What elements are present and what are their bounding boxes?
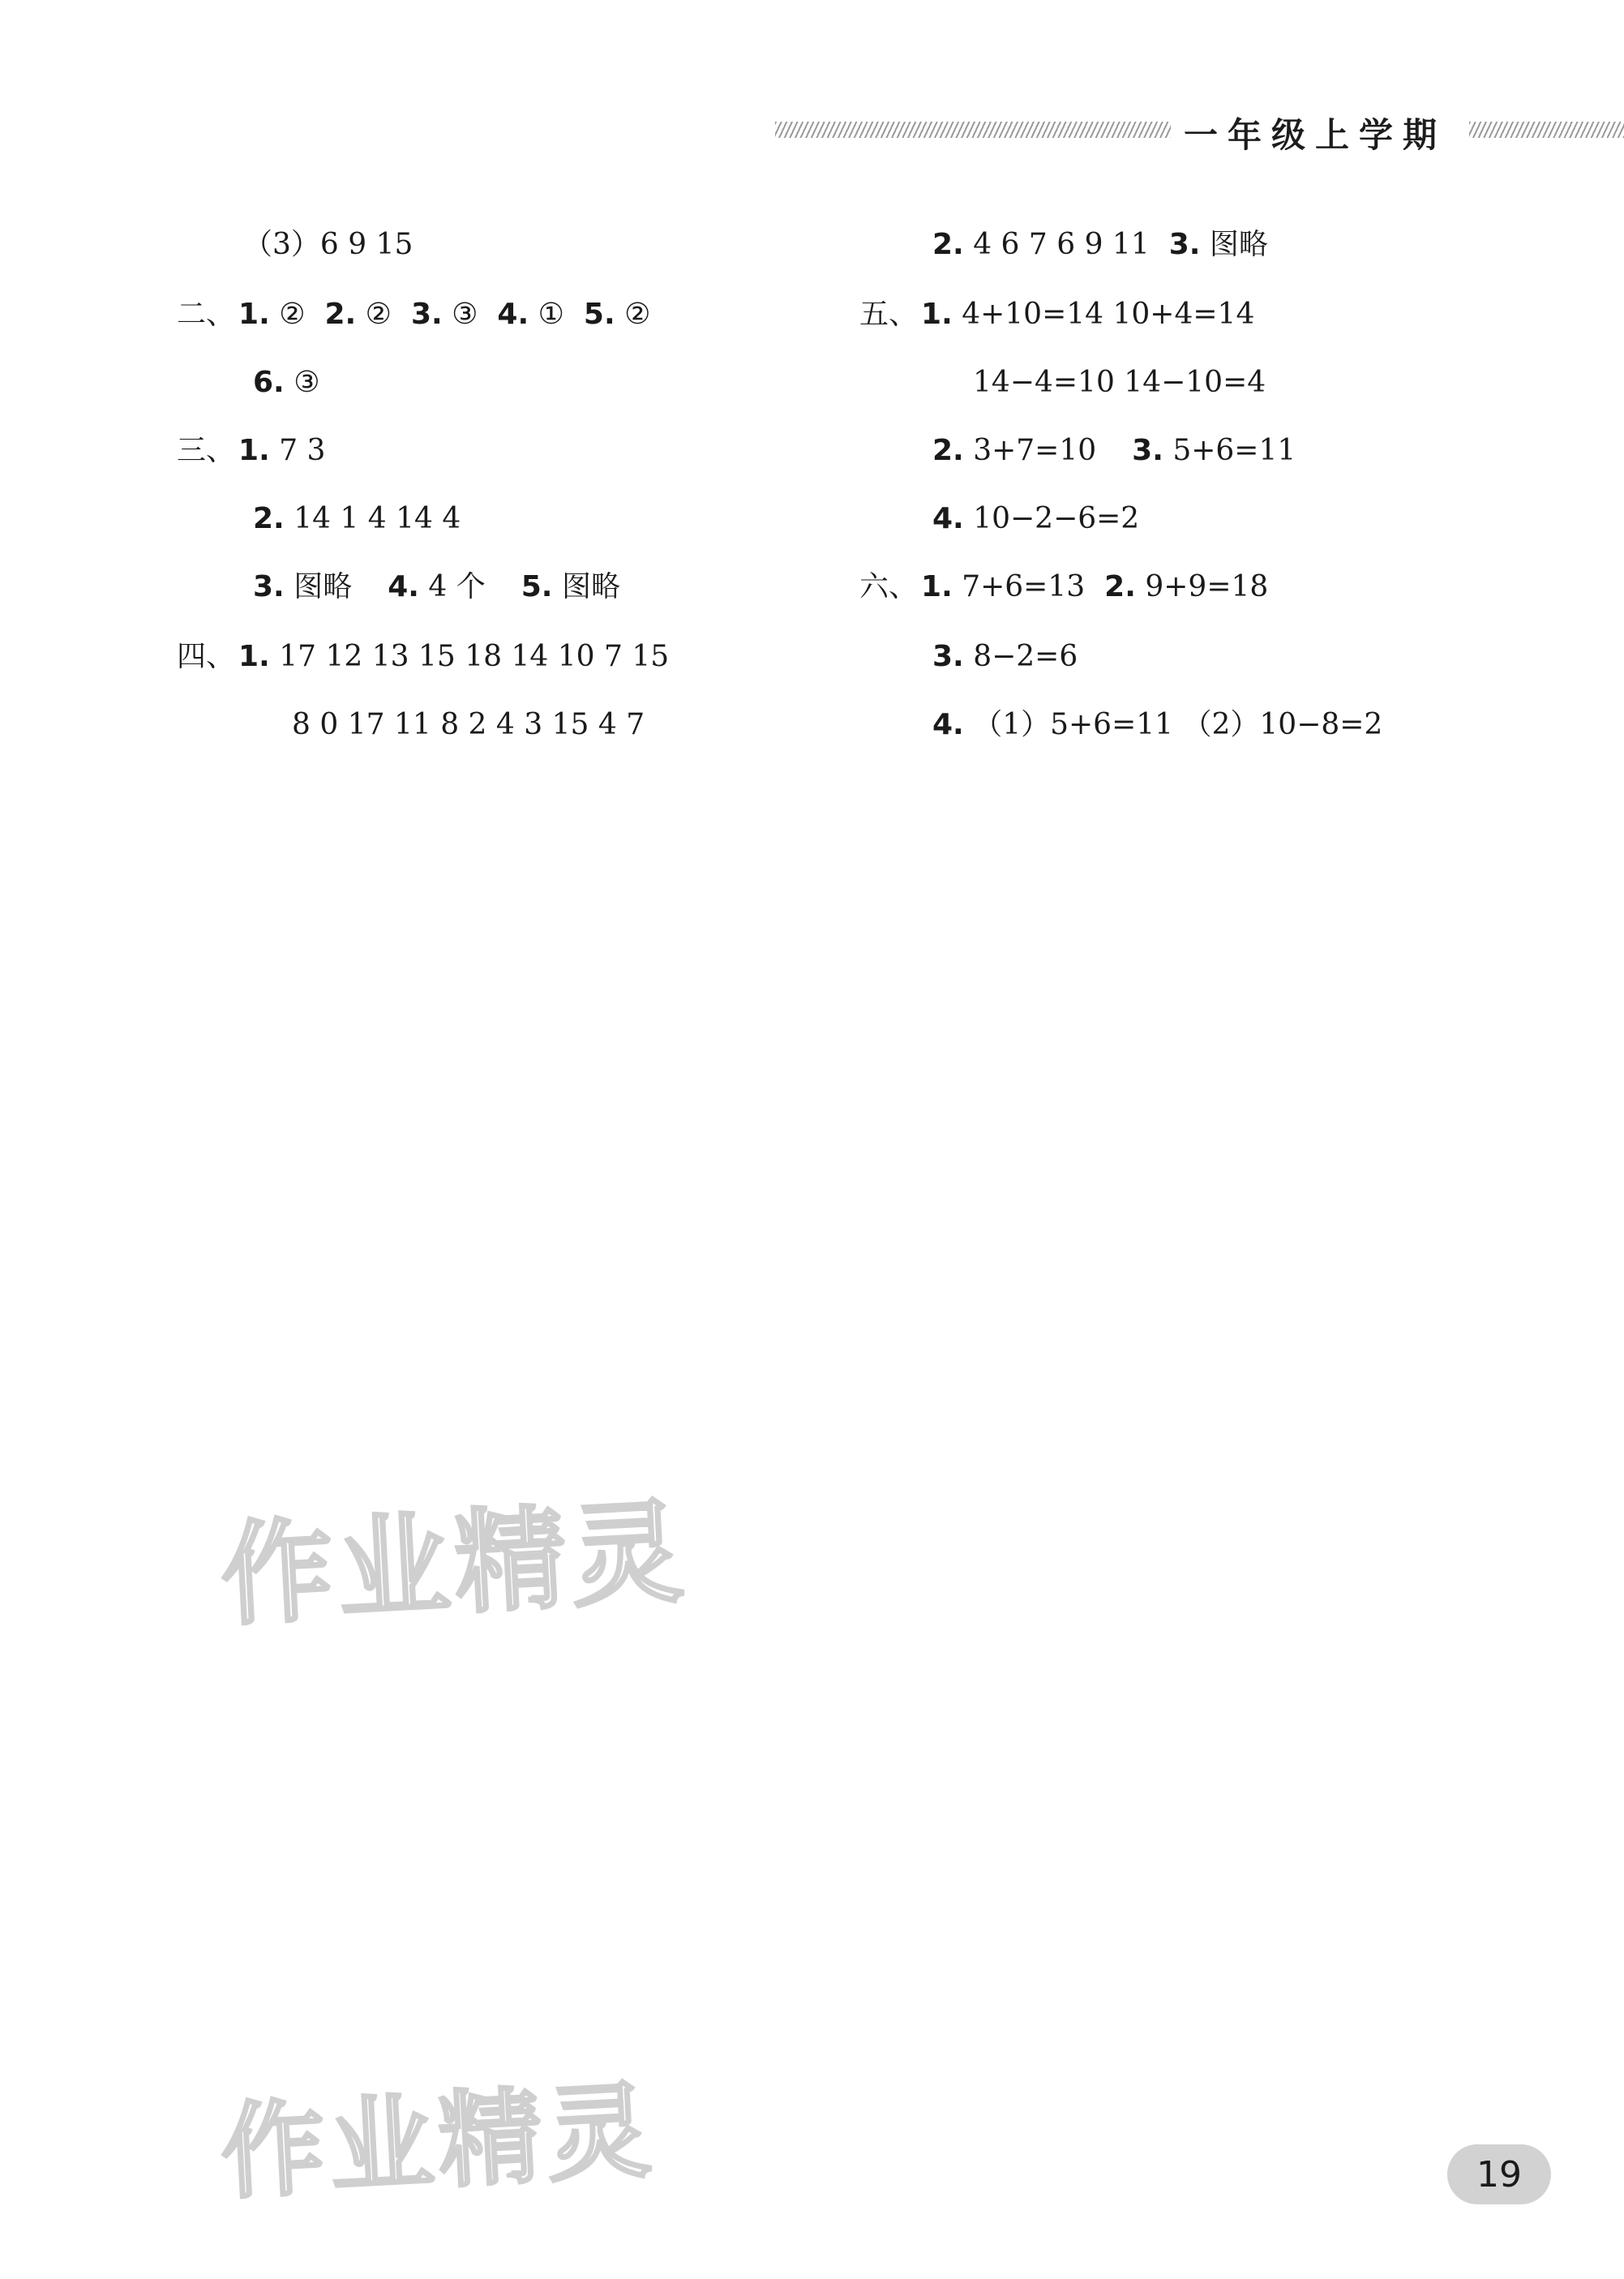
answer-text: 7+6=13 bbox=[962, 570, 1086, 603]
answer-line-l7 bbox=[177, 637, 672, 676]
item-number: 1. bbox=[238, 298, 270, 331]
item-number: 2. bbox=[253, 502, 285, 535]
answer-text: ② bbox=[365, 298, 392, 331]
item-number: 3. bbox=[1168, 228, 1201, 261]
item-number: 4. bbox=[388, 570, 419, 603]
section-label: 六、 bbox=[859, 570, 919, 603]
header-hatch-left bbox=[775, 122, 1171, 138]
answer-line-l4 bbox=[177, 431, 328, 470]
answer-text: ② bbox=[624, 298, 651, 331]
answer-text: ① bbox=[538, 298, 564, 331]
answer-text: 8 0 17 11 8 2 4 3 15 4 7 bbox=[292, 708, 645, 741]
item-number: 2. bbox=[932, 228, 964, 261]
answer-text: 图略 bbox=[294, 570, 353, 603]
item-number: 4. bbox=[497, 298, 529, 331]
section-label: 五、 bbox=[859, 298, 919, 331]
answer-line-r2 bbox=[859, 295, 1258, 334]
answer-text: 10−2−6=2 bbox=[973, 502, 1140, 535]
answer-text: 4 个 bbox=[428, 570, 486, 603]
item-number: 1. bbox=[921, 570, 953, 603]
answer-text: ③ bbox=[294, 366, 320, 399]
answer-text: 14 1 4 14 4 bbox=[294, 502, 461, 535]
answer-line-r4 bbox=[932, 431, 1299, 470]
item-number: 4. bbox=[932, 708, 964, 741]
watermark: 作业精灵 bbox=[217, 1487, 692, 1642]
answer-line-r7 bbox=[932, 637, 1081, 676]
item-number: 5. bbox=[521, 570, 553, 603]
answer-line-r1 bbox=[932, 225, 1271, 264]
item-number: 1. bbox=[921, 298, 953, 331]
item-number: 1. bbox=[238, 640, 270, 673]
answer-text: 4 6 7 6 9 11 bbox=[973, 228, 1150, 261]
answer-text: 4+10=14 10+4=14 bbox=[962, 298, 1255, 331]
answer-line-r5 bbox=[932, 500, 1142, 539]
answer-text: 3+7=10 bbox=[973, 434, 1097, 467]
item-number: 3. bbox=[410, 298, 443, 331]
watermark: 作业精灵 bbox=[218, 2071, 659, 2214]
answer-text: ③ bbox=[452, 298, 478, 331]
answer-line-r8 bbox=[932, 706, 1386, 745]
answer-text: 17 12 13 15 18 14 10 7 15 bbox=[279, 640, 670, 673]
header-hatch-right bbox=[1469, 122, 1624, 138]
item-number: 4. bbox=[932, 502, 964, 535]
item-number: 2. bbox=[932, 434, 964, 467]
section-label: 三、 bbox=[177, 434, 236, 467]
answer-line-l5 bbox=[253, 500, 464, 539]
answer-text: ② bbox=[279, 298, 306, 331]
item-number: 3. bbox=[1132, 434, 1163, 467]
item-number: 2. bbox=[1104, 570, 1136, 603]
answer-line-l1 bbox=[243, 225, 416, 264]
item-number: 2. bbox=[324, 298, 357, 331]
answer-text: 7 3 bbox=[279, 434, 326, 467]
answer-text: 图略 bbox=[561, 570, 620, 603]
item-number: 6. bbox=[253, 366, 285, 399]
section-label: 二、 bbox=[177, 298, 236, 331]
answer-text: 图略 bbox=[1209, 228, 1268, 261]
answer-text: 5+6=11 bbox=[1172, 434, 1296, 467]
answer-line-l3 bbox=[253, 363, 323, 402]
item-number: 5. bbox=[583, 298, 615, 331]
answer-text: （3）6 9 15 bbox=[243, 228, 413, 261]
answer-line-l8 bbox=[292, 706, 648, 745]
answer-line-r6 bbox=[859, 568, 1271, 607]
page-number-badge: 19 bbox=[1447, 2144, 1551, 2204]
answer-line-l6 bbox=[253, 568, 623, 607]
answer-text: 14−4=10 14−10=4 bbox=[973, 366, 1266, 399]
answer-text: 8−2=6 bbox=[973, 640, 1078, 673]
answer-line-r3 bbox=[973, 363, 1269, 402]
item-number: 3. bbox=[253, 570, 285, 603]
answer-text: （1）5+6=11 （2）10−8=2 bbox=[973, 708, 1383, 741]
page-header-title: 一年级上学期 bbox=[1184, 115, 1447, 155]
section-label: 四、 bbox=[177, 640, 236, 673]
answer-text: 9+9=18 bbox=[1145, 570, 1269, 603]
answer-line-l2 bbox=[177, 295, 653, 334]
item-number: 1. bbox=[238, 434, 270, 467]
item-number: 3. bbox=[932, 640, 964, 673]
